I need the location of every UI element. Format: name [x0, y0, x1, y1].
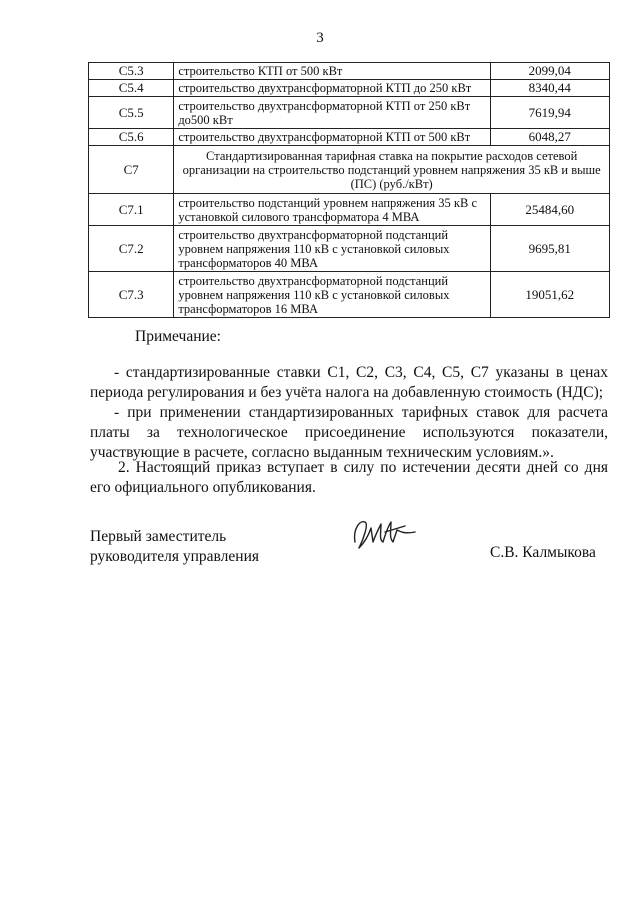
signer-name: С.В. Калмыкова [490, 544, 596, 561]
row-code: С7.1 [89, 194, 174, 226]
row-code: С5.5 [89, 97, 174, 129]
row-description: строительство подстанций уровнем напряжения 35 кВ с установкой силового трансформатора 4 МВА [174, 194, 490, 226]
signer-title-line: руководителя управления [90, 548, 260, 565]
note-item: - при применении стандартизированных тарифных ставок для расчета платы за технологическое присоединение используются показатели, участвующие в расчете, согласно выданным техническим условиям.». [90, 404, 608, 461]
section-description: Стандартизированная тарифная ставка на покрытие расходов сетевой организации на строительство подстанций уровнем напряжения 35 кВ и выше (ПС) (руб./кВт) [174, 146, 610, 194]
row-value: 2099,04 [490, 63, 609, 80]
handwritten-signature [345, 512, 435, 560]
table-row [89, 226, 610, 272]
table-row [89, 129, 610, 146]
row-value: 7619,94 [490, 97, 609, 129]
row-code: С5.6 [89, 129, 174, 146]
row-value: 19051,62 [490, 272, 609, 318]
table-row [89, 272, 610, 318]
row-value: 25484,60 [490, 194, 609, 226]
section-code: С7 [89, 146, 174, 194]
row-value: 8340,44 [490, 80, 609, 97]
table-section-row [89, 146, 610, 194]
table-row [89, 63, 610, 80]
row-description: строительство двухтрансформаторной подстанций уровнем напряжения 110 кВ с установкой силовых трансформаторов 16 МВА [174, 272, 490, 318]
table-row [89, 80, 610, 97]
signer-title-line: Первый заместитель [90, 528, 227, 545]
row-description: строительство двухтрансформаторной КТП до 250 кВт [174, 80, 490, 97]
row-code: С5.3 [89, 63, 174, 80]
page-number: 3 [316, 30, 324, 46]
row-code: С5.4 [89, 80, 174, 97]
note-item: - стандартизированные ставки С1, С2, С3, С4, С5, С7 указаны в ценах периода регулирования и без учёта налога на добавленную стоимость (НДС); [90, 364, 608, 401]
row-description: строительство двухтрансформаторной КТП от 500 кВт [174, 129, 490, 146]
tariff-table [88, 62, 610, 318]
row-description: строительство двухтрансформаторной КТП от 250 кВт до500 кВт [174, 97, 490, 129]
order-clause: 2. Настоящий приказ вступает в силу по истечении десяти дней со дня его официального опубликования. [90, 459, 608, 496]
row-code: С7.2 [89, 226, 174, 272]
row-value: 6048,27 [490, 129, 609, 146]
table-row [89, 194, 610, 226]
table-row [89, 97, 610, 129]
row-code: С7.3 [89, 272, 174, 318]
note-title: Примечание: [135, 328, 221, 345]
row-value: 9695,81 [490, 226, 609, 272]
signer-title [90, 527, 259, 567]
row-description: строительство двухтрансформаторной подстанций уровнем напряжения 110 кВ с установкой силовых трансформаторов 40 МВА [174, 226, 490, 272]
row-description: строительство КТП от 500 кВт [174, 63, 490, 80]
